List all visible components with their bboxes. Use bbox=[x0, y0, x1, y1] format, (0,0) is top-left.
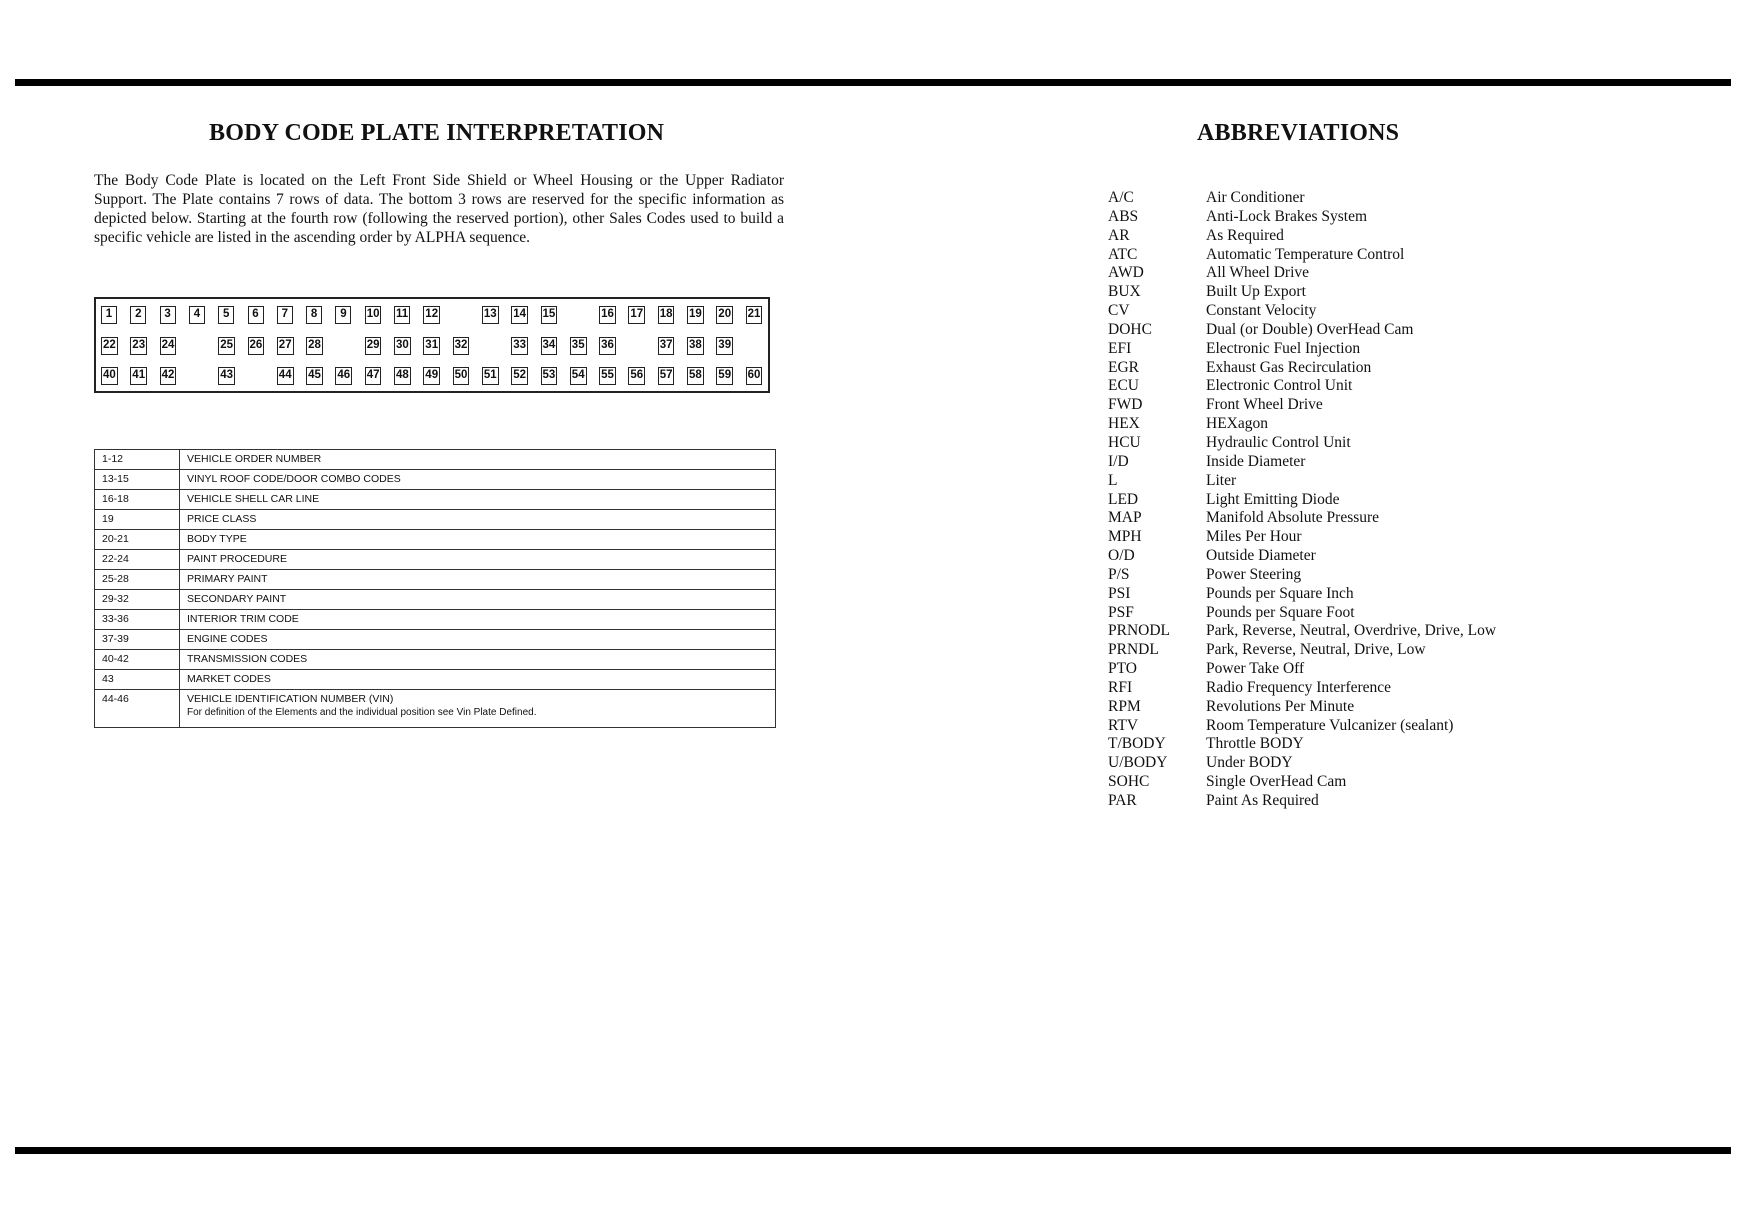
plate-cell: 46 bbox=[335, 367, 352, 385]
code-range: 25-28 bbox=[95, 570, 180, 590]
abbreviation: ECU bbox=[1108, 377, 1139, 395]
abbreviation: EGR bbox=[1108, 358, 1139, 376]
abbreviation-meaning: Park, Reverse, Neutral, Overdrive, Drive, Low bbox=[1206, 622, 1497, 640]
abbreviation-meaning: Hydraulic Control Unit bbox=[1206, 433, 1351, 451]
code-description-cell bbox=[180, 450, 776, 470]
plate-cell: 31 bbox=[423, 337, 440, 355]
code-description: BODY TYPE bbox=[187, 533, 247, 545]
plate-cell: 41 bbox=[130, 367, 147, 385]
abbreviation: T/BODY bbox=[1108, 735, 1166, 753]
abbreviation: FWD bbox=[1108, 396, 1143, 414]
table-row bbox=[95, 610, 776, 630]
code-description-cell bbox=[180, 670, 776, 690]
abbreviation-meaning: Dual (or Double) OverHead Cam bbox=[1206, 320, 1414, 338]
abbreviation-meaning: Outside Diameter bbox=[1206, 547, 1316, 565]
plate-cell: 19 bbox=[687, 306, 704, 324]
code-description-cell bbox=[180, 630, 776, 650]
plate-cell: 9 bbox=[335, 306, 351, 324]
plate-cell: 47 bbox=[365, 367, 382, 385]
code-description-cell bbox=[180, 470, 776, 490]
plate-cell: 25 bbox=[218, 337, 235, 355]
abbreviation: U/BODY bbox=[1108, 754, 1168, 772]
plate-cell: 4 bbox=[189, 306, 205, 324]
plate-cell: 38 bbox=[687, 337, 704, 355]
plate-cell: 60 bbox=[746, 367, 763, 385]
plate-row bbox=[96, 337, 768, 357]
plate-cell: 45 bbox=[306, 367, 323, 385]
plate-cell: 7 bbox=[277, 306, 293, 324]
plate-cell: 35 bbox=[570, 337, 587, 355]
abbreviation-meaning: As Required bbox=[1206, 226, 1284, 244]
table-row bbox=[95, 570, 776, 590]
abbreviation: PRNDL bbox=[1108, 641, 1159, 659]
plate-cell: 29 bbox=[365, 337, 382, 355]
code-description: VEHICLE IDENTIFICATION NUMBER (VIN) bbox=[187, 693, 394, 705]
table-row bbox=[95, 670, 776, 690]
abbreviation: LED bbox=[1108, 490, 1139, 508]
top-rule bbox=[15, 79, 1731, 86]
abbreviation-meaning: Electronic Fuel Injection bbox=[1206, 339, 1361, 357]
plate-cell: 37 bbox=[658, 337, 675, 355]
code-description: MARKET CODES bbox=[187, 673, 271, 685]
plate-cell: 23 bbox=[130, 337, 147, 355]
code-range: 16-18 bbox=[95, 490, 180, 510]
code-note: For definition of the Elements and the individual position see Vin Plate Defined. bbox=[187, 707, 537, 718]
bottom-rule bbox=[15, 1147, 1731, 1154]
abbreviation: PTO bbox=[1108, 660, 1138, 678]
plate-cell: 48 bbox=[394, 367, 411, 385]
abbreviation-meaning: Revolutions Per Minute bbox=[1206, 697, 1355, 715]
abbreviation-meaning: Park, Reverse, Neutral, Drive, Low bbox=[1206, 641, 1426, 659]
plate-cell: 18 bbox=[658, 306, 675, 324]
abbreviation: MAP bbox=[1108, 509, 1142, 527]
code-description: VEHICLE ORDER NUMBER bbox=[187, 453, 322, 465]
code-description-cell bbox=[180, 690, 776, 728]
plate-cell: 12 bbox=[423, 306, 440, 324]
abbreviation: BUX bbox=[1108, 283, 1141, 301]
abbreviation: RFI bbox=[1108, 678, 1133, 696]
abbreviation: I/D bbox=[1108, 452, 1129, 470]
abbreviation: RTV bbox=[1108, 716, 1139, 734]
plate-cell: 26 bbox=[248, 337, 265, 355]
plate-cell: 49 bbox=[423, 367, 440, 385]
plate-cell: 24 bbox=[160, 337, 177, 355]
table-row bbox=[95, 650, 776, 670]
abbreviation: HCU bbox=[1108, 433, 1141, 451]
plate-cell: 50 bbox=[453, 367, 470, 385]
code-description: PAINT PROCEDURE bbox=[187, 553, 287, 565]
code-description-cell bbox=[180, 550, 776, 570]
table-row bbox=[95, 530, 776, 550]
plate-cell: 39 bbox=[716, 337, 733, 355]
plate-cell: 3 bbox=[160, 306, 176, 324]
code-range: 43 bbox=[95, 670, 180, 690]
plate-cell: 5 bbox=[218, 306, 234, 324]
code-description-cell bbox=[180, 590, 776, 610]
code-range: 37-39 bbox=[95, 630, 180, 650]
code-range: 44-46 bbox=[95, 690, 180, 728]
abbreviation-meaning: Manifold Absolute Pressure bbox=[1206, 509, 1380, 527]
plate-cell: 58 bbox=[687, 367, 704, 385]
abbreviation: L bbox=[1108, 471, 1118, 489]
code-description: INTERIOR TRIM CODE bbox=[187, 613, 299, 625]
abbreviation-meaning: Paint As Required bbox=[1206, 792, 1319, 809]
abbreviation-meaning: Under BODY bbox=[1206, 754, 1293, 772]
abbreviation: MPH bbox=[1108, 528, 1142, 546]
abbreviation: EFI bbox=[1108, 339, 1132, 357]
abbreviation-meaning: Exhaust Gas Recirculation bbox=[1206, 358, 1372, 376]
table-row bbox=[95, 510, 776, 530]
abbreviation: RPM bbox=[1108, 697, 1141, 715]
plate-cell: 51 bbox=[482, 367, 499, 385]
plate-cell: 13 bbox=[482, 306, 499, 324]
plate-cell: 8 bbox=[306, 306, 322, 324]
abbreviation: PAR bbox=[1108, 792, 1137, 809]
plate-cell: 2 bbox=[130, 306, 146, 324]
abbreviation-meaning: HEXagon bbox=[1206, 415, 1268, 433]
abbreviation: AR bbox=[1108, 226, 1130, 244]
abbreviation: PSI bbox=[1108, 584, 1131, 602]
plate-cell: 32 bbox=[453, 337, 470, 355]
plate-cell: 44 bbox=[277, 367, 294, 385]
plate-cell: 40 bbox=[101, 367, 118, 385]
abbreviation-meaning: Liter bbox=[1206, 471, 1237, 489]
abbreviation-meaning: Constant Velocity bbox=[1206, 302, 1317, 320]
abbreviation: AWD bbox=[1108, 264, 1144, 282]
abbreviation-meaning: Throttle BODY bbox=[1206, 735, 1304, 753]
plate-cell: 30 bbox=[394, 337, 411, 355]
plate-cell: 43 bbox=[218, 367, 235, 385]
plate-cell: 15 bbox=[541, 306, 558, 324]
abbreviation-meaning: Air Conditioner bbox=[1206, 189, 1305, 206]
code-range: 1-12 bbox=[95, 450, 180, 470]
code-range: 20-21 bbox=[95, 530, 180, 550]
table-row bbox=[95, 450, 776, 470]
table-row bbox=[95, 590, 776, 610]
body-code-plate bbox=[94, 297, 770, 393]
code-range: 13-15 bbox=[95, 470, 180, 490]
abbreviation: O/D bbox=[1108, 547, 1135, 565]
plate-cell: 17 bbox=[628, 306, 645, 324]
abbreviation: SOHC bbox=[1108, 773, 1150, 791]
plate-cell: 53 bbox=[541, 367, 558, 385]
abbreviation-meaning: Radio Frequency Interference bbox=[1206, 678, 1392, 696]
abbreviation-meaning: Front Wheel Drive bbox=[1206, 396, 1323, 414]
plate-cell: 59 bbox=[716, 367, 733, 385]
plate-row bbox=[96, 306, 768, 326]
plate-cell: 16 bbox=[599, 306, 616, 324]
code-description: TRANSMISSION CODES bbox=[187, 653, 308, 665]
table-row bbox=[95, 550, 776, 570]
page-title-body-code: BODY CODE PLATE INTERPRETATION bbox=[209, 120, 665, 146]
intro-paragraph: The Body Code Plate is located on the Left Front Side Shield or Wheel Housing or the Upper Radiator Support. The Plate contains 7 rows of data. The bottom 3 rows are reserved for the specific information as depicted below. Starting at the fourth row (following the reserved portion), other Sales Codes used to build a specific vehicle are listed in the ascending order by ALPHA sequence. bbox=[94, 172, 784, 246]
plate-cell: 34 bbox=[541, 337, 558, 355]
abbreviation: CV bbox=[1108, 302, 1130, 320]
abbreviation: HEX bbox=[1108, 415, 1140, 433]
plate-cell: 54 bbox=[570, 367, 587, 385]
abbreviation-meaning: Power Take Off bbox=[1206, 660, 1305, 678]
plate-cell: 52 bbox=[511, 367, 528, 385]
plate-cell: 11 bbox=[394, 306, 410, 324]
abbreviation-meaning: All Wheel Drive bbox=[1206, 264, 1310, 282]
code-description: PRIMARY PAINT bbox=[187, 573, 268, 585]
plate-cell: 14 bbox=[511, 306, 528, 324]
abbreviation: A/C bbox=[1108, 189, 1134, 206]
plate-cell: 20 bbox=[716, 306, 733, 324]
plate-cell: 22 bbox=[101, 337, 118, 355]
abbreviation-meaning: Anti-Lock Brakes System bbox=[1206, 207, 1368, 225]
abbreviation-meaning: Pounds per Square Foot bbox=[1206, 603, 1355, 621]
code-position-table bbox=[94, 449, 776, 728]
code-description-cell bbox=[180, 490, 776, 510]
plate-cell: 36 bbox=[599, 337, 616, 355]
table-row bbox=[95, 490, 776, 510]
code-range: 19 bbox=[95, 510, 180, 530]
abbreviation-meaning: Room Temperature Vulcanizer (sealant) bbox=[1206, 716, 1454, 734]
abbreviation: ABS bbox=[1108, 207, 1139, 225]
plate-cell: 1 bbox=[101, 306, 117, 324]
plate-cell: 33 bbox=[511, 337, 528, 355]
code-description-cell bbox=[180, 650, 776, 670]
abbreviation-meaning: Built Up Export bbox=[1206, 283, 1306, 301]
abbreviation: ATC bbox=[1108, 245, 1138, 263]
plate-cell: 21 bbox=[746, 306, 763, 324]
plate-cell: 42 bbox=[160, 367, 177, 385]
code-description: PRICE CLASS bbox=[187, 513, 257, 525]
code-range: 22-24 bbox=[95, 550, 180, 570]
plate-cell: 27 bbox=[277, 337, 294, 355]
abbreviation-meaning: Inside Diameter bbox=[1206, 452, 1306, 470]
code-range: 29-32 bbox=[95, 590, 180, 610]
code-description-cell bbox=[180, 570, 776, 590]
plate-cell: 55 bbox=[599, 367, 616, 385]
abbreviation: PSF bbox=[1108, 603, 1134, 621]
table-row bbox=[95, 470, 776, 490]
plate-cell: 10 bbox=[365, 306, 382, 324]
code-range: 40-42 bbox=[95, 650, 180, 670]
plate-row bbox=[96, 367, 768, 387]
plate-cell: 6 bbox=[248, 306, 264, 324]
abbreviation-meaning: Light Emitting Diode bbox=[1206, 490, 1340, 508]
code-description: SECONDARY PAINT bbox=[187, 593, 287, 605]
code-range: 33-36 bbox=[95, 610, 180, 630]
code-description-cell bbox=[180, 610, 776, 630]
code-description-cell bbox=[180, 530, 776, 550]
code-description-cell bbox=[180, 510, 776, 530]
abbreviation: DOHC bbox=[1108, 320, 1152, 338]
page-title-abbreviations: ABBREVIATIONS bbox=[1197, 120, 1400, 146]
abbreviation-meaning: Single OverHead Cam bbox=[1206, 773, 1347, 791]
abbreviation-meaning: Miles Per Hour bbox=[1206, 528, 1302, 546]
code-description: VINYL ROOF CODE/DOOR COMBO CODES bbox=[187, 473, 401, 485]
code-description: ENGINE CODES bbox=[187, 633, 268, 645]
abbreviation-meaning: Power Steering bbox=[1206, 565, 1302, 583]
abbreviation-meaning: Electronic Control Unit bbox=[1206, 377, 1353, 395]
abbreviation-meaning: Automatic Temperature Control bbox=[1206, 245, 1405, 263]
code-description: VEHICLE SHELL CAR LINE bbox=[187, 493, 320, 505]
plate-cell: 28 bbox=[306, 337, 323, 355]
table-row bbox=[95, 630, 776, 650]
table-row bbox=[95, 690, 776, 728]
plate-cell: 57 bbox=[658, 367, 675, 385]
abbreviation: PRNODL bbox=[1108, 622, 1171, 640]
plate-cell: 56 bbox=[628, 367, 645, 385]
abbreviation-meaning: Pounds per Square Inch bbox=[1206, 584, 1354, 602]
abbreviation: P/S bbox=[1108, 565, 1130, 583]
